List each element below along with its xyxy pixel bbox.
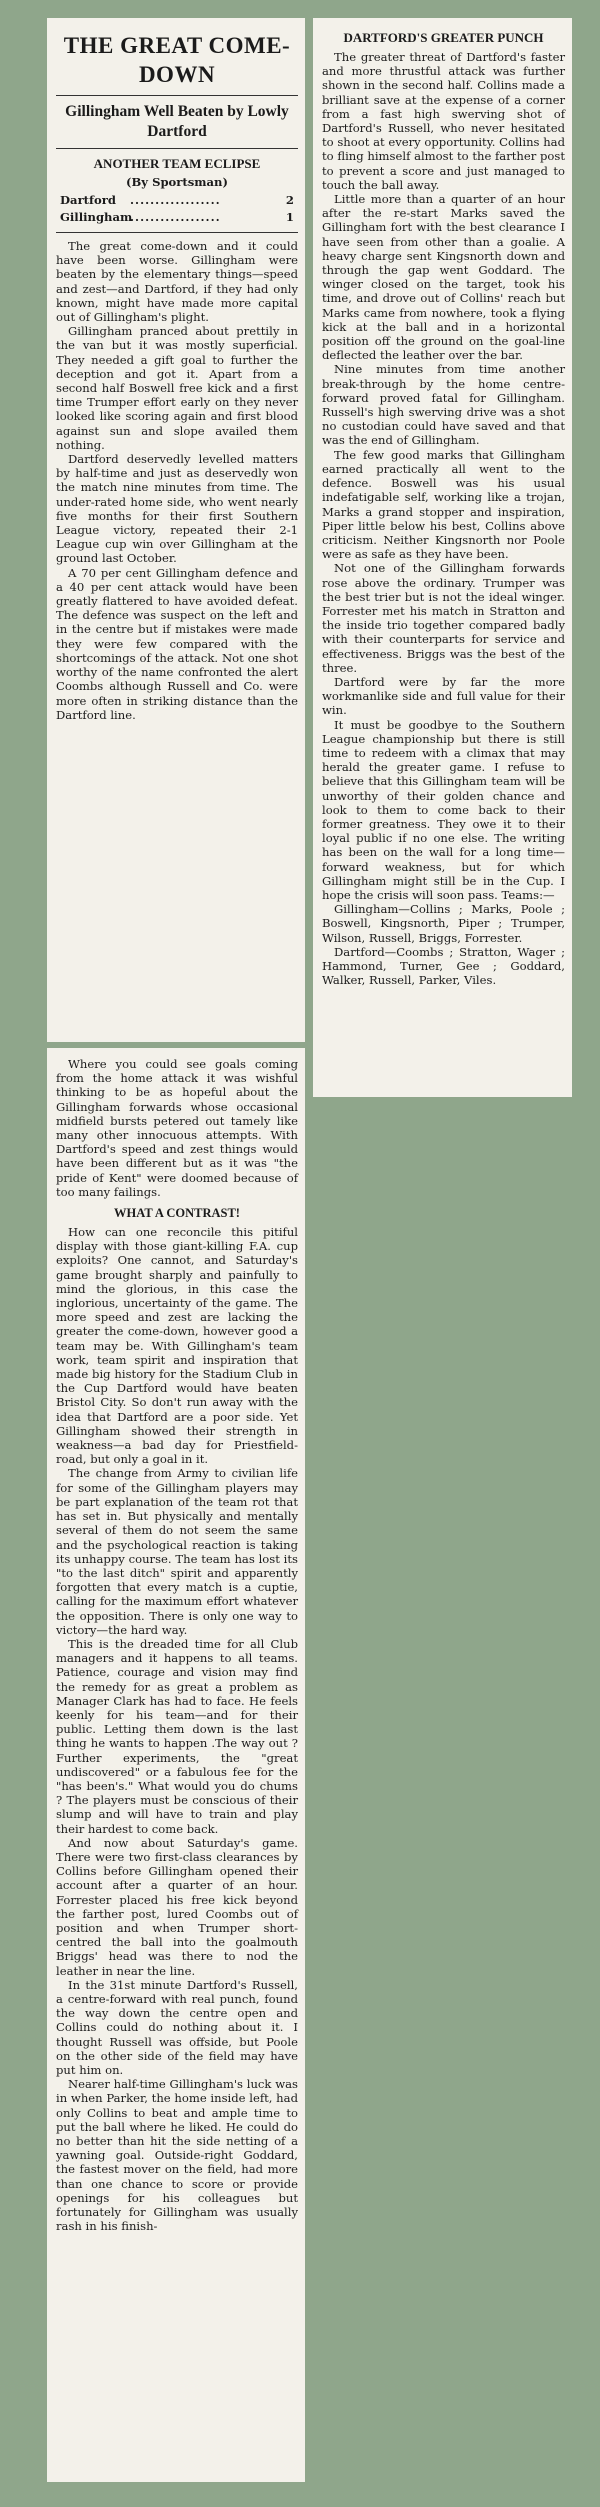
goals: 1 xyxy=(285,210,294,224)
article-body xyxy=(56,1225,298,2233)
team-name: Gillingham xyxy=(60,210,133,224)
team-name: Dartford xyxy=(60,193,116,207)
leader-dots: .................. xyxy=(130,193,221,207)
subhead: ANOTHER TEAM ECLIPSE xyxy=(93,156,261,171)
article-body xyxy=(322,50,565,987)
article-body xyxy=(56,239,298,722)
clipping-main xyxy=(47,18,305,1042)
clipping-continued xyxy=(47,1048,305,2482)
team-list: Gillingham—Collins ; Marks, Poole ; Boswell, Kingsnorth, Piper ; Trumper, Wilson, Russell, Briggs, Forrester. xyxy=(322,902,565,945)
score-line-gillingham xyxy=(56,209,298,226)
score-line-dartford xyxy=(56,192,298,209)
paragraph: Little more than a quarter of an hour after the re-start Marks saved the Gillingham fort with the best clearance I have seen from other than a goalie. A heavy charge sent Kingsnorth down and through the gap went Goddard. The winger closed on the target, took his time, and drove out of Collins' reach but Marks came from nowhere, took a flying kick at the ball and in a horizontal position off the ground on the goal-line deflected the leather over the bar. xyxy=(322,192,565,363)
article-body xyxy=(56,1057,298,1199)
goals: 2 xyxy=(285,193,294,207)
paragraph: This is the dreaded time for all Club managers and it happens to all teams. Patience, courage and vision may find the remedy for as great a problem as Manager Clark has had to face. He feels keenly for his team—and for their public. Letting them down is the last thing he wants to happen .The way out ? Further experiments, the "great undiscovered" or a fabulous fee for the "has been's." What would you do chums ? The players must be conscious of their slump and will have to train and play their hardest to come back. xyxy=(56,1636,298,1836)
paragraph: And now about Saturday's game. There were two first-class clearances by Collins before Gillingham opened their account after a quarter of an hour. Forrester placed his free kick beyond the farther post, lured Coombs out of position and when Trumper short-centred the ball into the goalmouth Briggs' head was there to nod the leather in near the line. xyxy=(56,1835,298,1978)
paragraph: Where you could see goals coming from the home attack it was wishful thinking to be as hopeful about the Gillingham forwards whose occasional midfield bursts petered out tamely like many other innocuous attempts. With Dartford's speed and zest things would have been different but as it was "the pride of Kent" were doomed because of too many failings. xyxy=(56,1057,298,1199)
paragraph: The few good marks that Gillingham earned practically all went to the defence. Boswell was his usual indefatigable self, working like a trojan, Marks a grand stopper and inspiration, Piper little below his best, Collins above criticism. Neither Kingsnorth nor Poole were as safe as they have been. xyxy=(322,447,565,562)
headline: THE GREAT COME-DOWN xyxy=(63,33,291,87)
divider xyxy=(56,232,298,233)
paragraph: How can one reconcile this pitiful display with those giant-killing F.A. cup exploits? One cannot, and Saturday's game brought sharply and painfully to mind the glorious, in this case the inglorious, uncertainty of the game. The more speed and zest are lacking the greater the come-down, however good a team may be. With Gillingham's team work, team spirit and inspiration that made big history for the Stadium Club in the Cup Dartford would have beaten Bristol City. So don't run away with the idea that Dartford are a poor side. Yet Gillingham showed their strength in weakness—a bad day for Priestfield-road, but only a goal in it. xyxy=(56,1225,298,1467)
team-list: Dartford—Coombs ; Stratton, Wager ; Hammond, Turner, Gee ; Goddard, Walker, Russell, Parker, Viles. xyxy=(322,944,565,988)
paragraph: Gillingham pranced about prettily in the van but it was mostly superficial. They needed a gift goal to further the deception and got it. Apart from a second half Boswell free kick and a first time Trumper effort early on they never looked like scoring again and first blood against sun and slope availed them nothing. xyxy=(56,324,298,452)
paragraph: A 70 per cent Gillingham defence and a 40 per cent attack would have been greatly flattered to have avoided defeat. The defence was suspect on the left and in the centre but if mistakes were made they were few compared with the shortcomings of the attack. Not one shot worthy of the name confronted the alert Coombs although Russell and Co. were more often in striking distance than the Dartford line. xyxy=(56,565,298,722)
clipping-right xyxy=(313,18,572,1097)
subhead: WHAT A CONTRAST! xyxy=(114,1206,240,1221)
paragraph: The greater threat of Dartford's faster and more thrustful attack was further shown in the second half. Collins made a brilliant save at the expense of a corner from a fast high swerving shot of Dartford's Russell, who never hesitated to shoot at every opportunity. Collins had to fling himself almost to the farther post to prevent a score and just managed to touch the ball away. xyxy=(322,50,565,192)
paragraph: Nine minutes from time another break-through by the home centre-forward proved fatal for Gillingham. Russell's high swerving drive was a shot no custodian could have saved and that was the end of Gillingham. xyxy=(322,362,565,448)
paragraph: In the 31st minute Dartford's Russell, a centre-forward with real punch, found the way down the centre open and Collins could do nothing about it. I thought Russell was offside, but Poole on the other side of the field may have put him on. xyxy=(56,1977,298,2078)
leader-dots: .................. xyxy=(130,210,221,224)
paragraph: The change from Army to civilian life for some of the Gillingham players may be part explanation of the team rot that has set in. But physically and mentally several of them do not seem the same and the psychological reaction is taking its unhappy course. The team has lost its "to the last ditch" spirit and apparently forgotten that every match is a cuptie, calling for the maximum effort whatever the opposition. There is only one way to victory—the hard way. xyxy=(56,1466,298,1637)
paragraph: It must be goodbye to the Southern League championship but there is still time to redeem with a climax that may herald the greater game. I refuse to believe that this Gillingham team will be unworthy of their golden chance and look to them to come back to their former greatness. They owe it to their loyal public if no one else. The writing has been on the wall for a long time—forward weakness, but for which Gillingham might still be in the Cup. I hope the crisis will soon pass. Teams:— xyxy=(322,717,565,902)
byline: (By Sportsman) xyxy=(126,175,228,189)
deck: Gillingham Well Beaten by Lowly Dartford xyxy=(65,103,289,140)
paragraph: Dartford were by far the more workmanlike side and full value for their win. xyxy=(322,674,565,718)
paragraph: Dartford deservedly levelled matters by half-time and just as deservedly won the match nine minutes from time. The under-rated home side, who went nearly five months for their first Southern League victory, repeated their 2-1 League cup win over Gillingham at the ground last October. xyxy=(56,452,298,566)
paragraph: The great come-down and it could have been worse. Gillingham were beaten by the elementary things—speed and zest—and Dartford, if they had only known, might have made more capital out of Gillingham's plight. xyxy=(56,239,298,325)
subhead: DARTFORD'S GREATER PUNCH xyxy=(343,30,544,45)
divider xyxy=(56,95,298,96)
divider xyxy=(56,148,298,149)
paragraph: Not one of the Gillingham forwards rose above the ordinary. Trumper was the best trier but is not the ideal winger. Forrester met his match in Stratton and the inside trio together compared badly with their counterparts for service and effectiveness. Briggs was the best of the three. xyxy=(322,561,565,675)
paragraph: Nearer half-time Gillingham's luck was in when Parker, the home inside left, had only Collins to beat and ample time to put the ball where he liked. He could do no better than hit the side netting of a yawning goal. Outside-right Goddard, the fastest mover on the field, had more than one chance to score or provide openings for his colleagues but fortunately for Gillingham was usually rash in his finish- xyxy=(56,2077,298,2234)
